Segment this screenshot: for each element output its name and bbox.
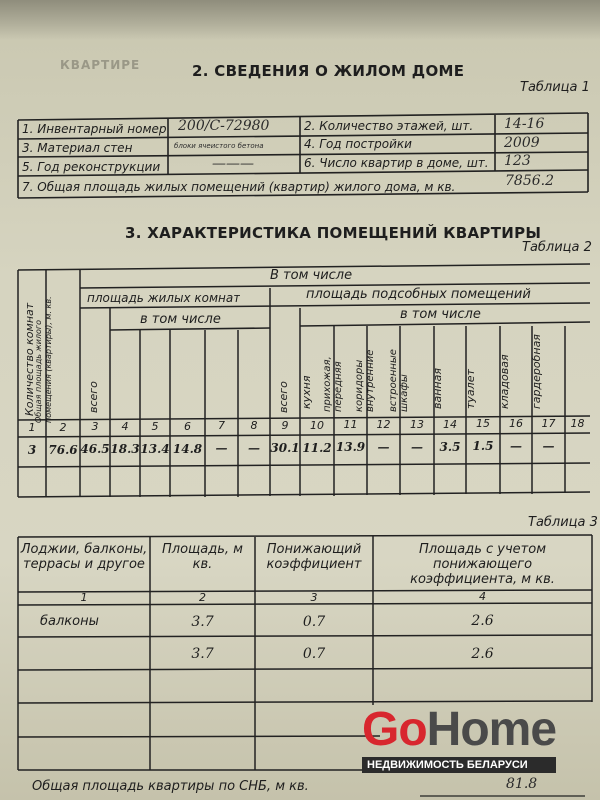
t1-value-6: 123 — [504, 153, 531, 169]
logo-tagline: НЕДВИЖИМОСТЬ БЕЛАРУСИ — [362, 757, 556, 773]
t1-value-4: 2009 — [504, 135, 540, 151]
t2-value-12: — — [377, 440, 390, 454]
t2-header-incl: В том числе — [270, 268, 353, 283]
logo-home: Home — [426, 703, 557, 756]
t2-colnum-4: 4 — [121, 420, 129, 433]
t1-label-4: 4. Год постройки — [304, 137, 412, 151]
t2-value-15: 1.5 — [472, 439, 494, 453]
t2-colnum-10: 10 — [310, 419, 324, 432]
t1-label-2: 2. Количество этажей, шт. — [304, 119, 474, 133]
t2-colnum-2: 2 — [59, 421, 67, 434]
t3-colnum-3: 3 — [310, 591, 318, 604]
table3-label: Таблица 3 — [528, 515, 598, 530]
t3-r1-c2: 3.7 — [191, 614, 214, 630]
t3-header-2: Площадь, м кв. — [162, 542, 243, 572]
t2-value-2: 76.6 — [48, 443, 78, 457]
t1-label-1: 1. Инвентарный номер — [22, 122, 167, 136]
t2-value-6: 14.8 — [172, 442, 203, 456]
t3-colnum-2: 2 — [199, 591, 206, 604]
t3-header-3: Понижающий коэффициент — [266, 542, 362, 572]
t1-value-3: блоки ячеистого бетона — [174, 142, 264, 150]
t2-header-aux-5: ванная — [431, 368, 444, 409]
t2-colnum-17: 17 — [541, 417, 556, 430]
t2-header-incl2: в том числе — [140, 312, 221, 327]
t3-r1-c4: 2.6 — [471, 613, 494, 629]
t2-value-10: 11.2 — [302, 441, 332, 455]
t2-header-rooms: Количество комнат — [23, 302, 36, 416]
bleed-through-text: КВАРТИРЕ — [60, 58, 141, 72]
t2-value-3: 46.5 — [80, 442, 110, 456]
t2-header-aux-3: коридоры внутренние — [354, 349, 376, 412]
t2-value-11: 13.9 — [335, 440, 366, 454]
t1-label-5: 5. Год реконструкции — [22, 160, 161, 174]
logo-go: Go — [362, 703, 427, 756]
t2-header-living: площадь жилых комнат — [87, 291, 241, 305]
table1-label: Таблица 1 — [520, 80, 590, 95]
t3-colnum-1: 1 — [80, 591, 88, 604]
t1-value-7: 7856.2 — [505, 173, 554, 189]
t2-header-incl3: в том числе — [400, 307, 481, 322]
t1-value-1: 200/С-72980 — [178, 118, 270, 134]
t2-header-aux-6: туалет — [464, 369, 477, 409]
t2-value-14: 3.5 — [439, 440, 461, 454]
t2-colnum-5: 5 — [151, 420, 159, 433]
t1-value-2: 14-16 — [504, 116, 545, 132]
t1-value-5: ——— — [212, 156, 254, 172]
t3-r2-c4: 2.6 — [471, 646, 494, 662]
t2-colnum-14: 14 — [443, 418, 457, 431]
t2-value-4: 18.3 — [110, 442, 140, 456]
t3-r2-c3: 0.7 — [302, 646, 326, 662]
t2-header-aux-4: встроенные шкафы — [388, 349, 410, 412]
t2-value-13: — — [411, 440, 423, 454]
t2-colnum-1: 1 — [28, 421, 36, 434]
t2-colnum-7: 7 — [218, 419, 225, 432]
t2-colnum-11: 11 — [343, 418, 358, 431]
t3-header-4: Площадь с учетом понижающего коэффициента, м кв. — [410, 542, 555, 587]
t3-r1-c3: 0.7 — [302, 614, 326, 630]
t3-r1-c1: балконы — [40, 614, 99, 629]
t2-value-16: — — [510, 439, 522, 453]
t2-colnum-8: 8 — [250, 419, 258, 432]
t2-colnum-12: 12 — [376, 418, 391, 431]
t2-value-5: 13.4 — [140, 442, 170, 456]
t1-label-7: 7. Общая площадь жилых помещений (квартир) жилого дома, м кв. — [22, 180, 456, 194]
t2-colnum-18: 18 — [570, 417, 585, 430]
t2-value-7: — — [215, 441, 228, 455]
t2-colnum-3: 3 — [91, 420, 99, 433]
t3-header-1: Лоджии, балконы, террасы и другое — [20, 542, 148, 572]
t1-label-3: 3. Материал стен — [22, 141, 133, 155]
t2-header-aux-7: кладовая — [498, 354, 511, 409]
footer-total-value: 81.8 — [506, 776, 538, 792]
t2-header-aux-2: прихожая, передняя — [322, 356, 344, 412]
t2-colnum-6: 6 — [184, 420, 191, 433]
t2-header-all2: всего — [277, 381, 290, 413]
t2-colnum-13: 13 — [410, 418, 424, 431]
t2-value-1: 3 — [27, 443, 37, 457]
t3-colnum-4: 4 — [479, 590, 486, 603]
table2-label: Таблица 2 — [522, 240, 592, 255]
t2-header-all: всего — [87, 381, 100, 413]
t2-colnum-16: 16 — [509, 417, 523, 430]
gohome-logo — [362, 703, 557, 773]
t2-colnum-15: 15 — [476, 417, 490, 430]
t2-value-9: 30.1 — [270, 441, 300, 455]
t2-header-total: Общая площадь жилого помещения (квартиры), м. кв. — [34, 296, 53, 423]
t2-value-17: — — [542, 439, 555, 453]
t2-colnum-9: 9 — [281, 419, 289, 432]
t2-header-aux-1: кухня — [300, 375, 313, 409]
t3-r2-c2: 3.7 — [191, 646, 214, 662]
t1-label-6: 6. Число квартир в доме, шт. — [304, 156, 489, 170]
section2-title: 2. СВЕДЕНИЯ О ЖИЛОМ ДОМЕ — [192, 62, 465, 80]
t2-value-8: — — [248, 441, 260, 455]
t2-header-aux: площадь подсобных помещений — [306, 287, 531, 302]
footer-total-label: Общая площадь квартиры по СНБ, м кв. — [32, 779, 309, 794]
t2-header-aux-8: гардеробная — [530, 334, 543, 409]
section3-title: 3. ХАРАКТЕРИСТИКА ПОМЕЩЕНИЙ КВАРТИРЫ — [125, 224, 542, 242]
